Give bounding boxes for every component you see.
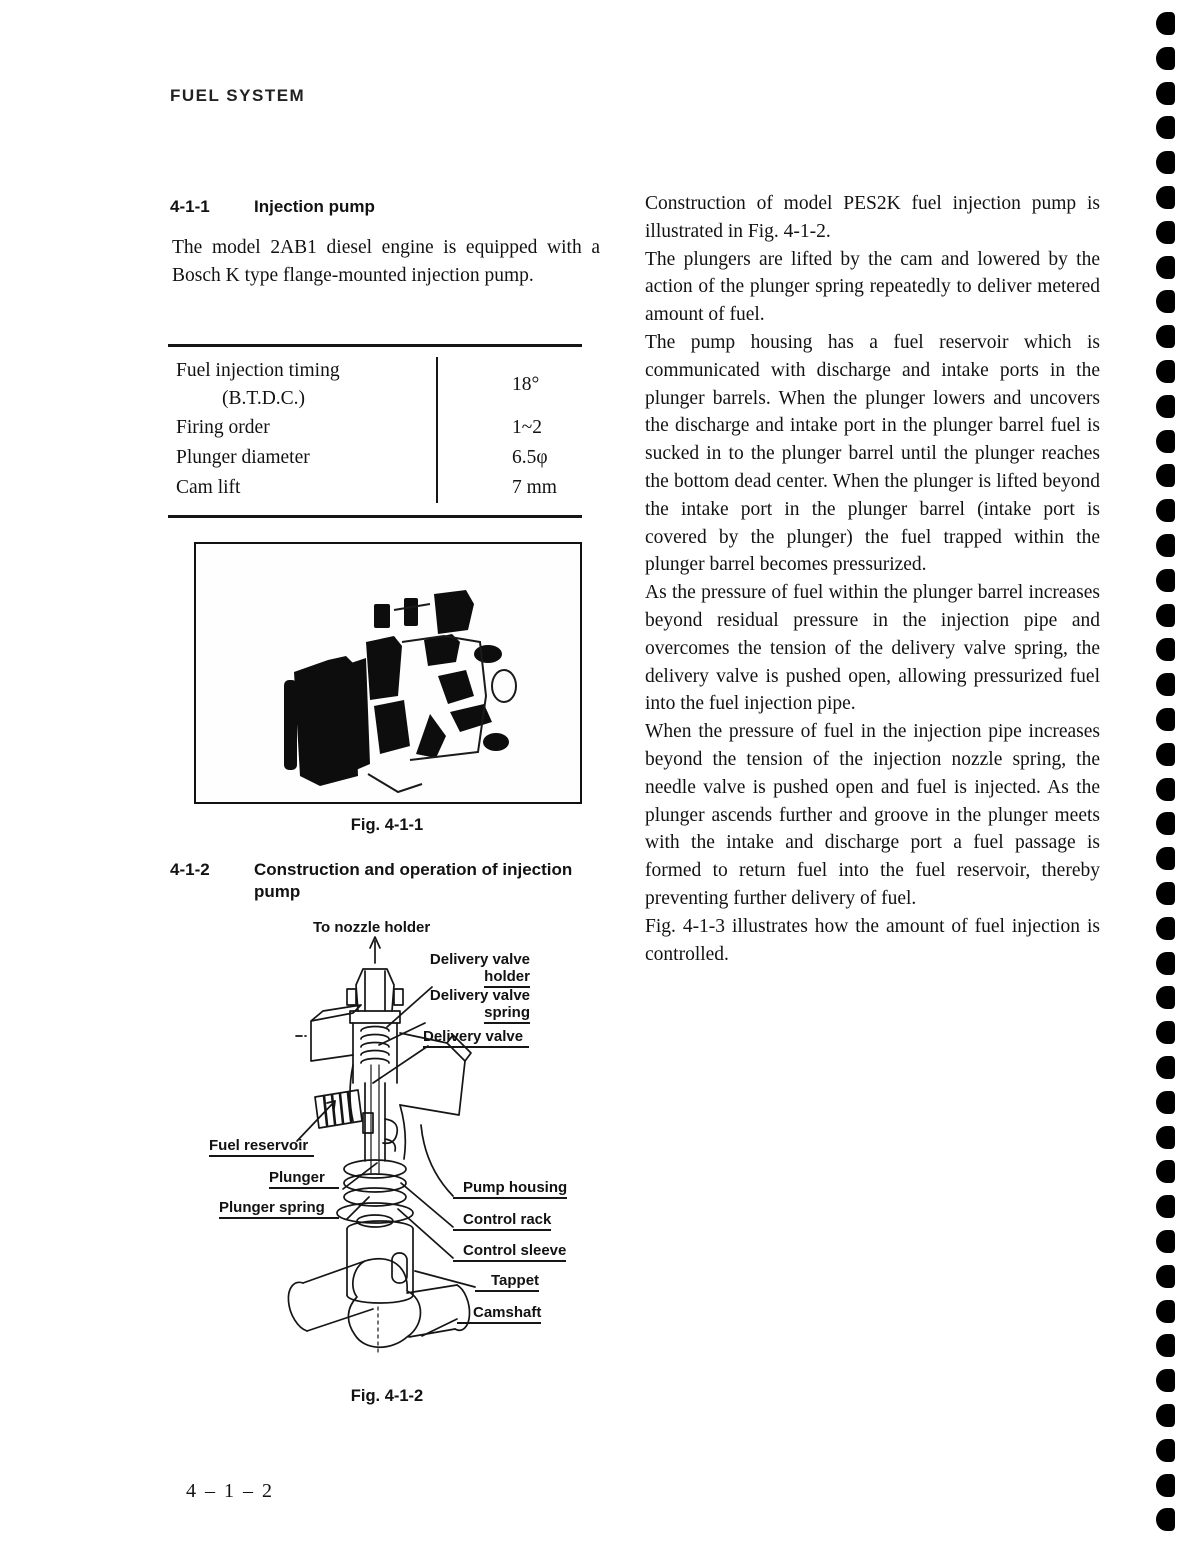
spec-value: 18° (436, 357, 582, 413)
table-row (168, 443, 582, 473)
label-control-sleeve: Control sleeve (453, 1242, 566, 1262)
table-row (168, 413, 582, 443)
section-title: Construction and operation of injection pump (254, 860, 573, 901)
section-title: Injection pump (254, 197, 375, 216)
spec-table (168, 344, 582, 518)
section-heading-411 (170, 196, 602, 218)
spec-label: Plunger diameter (176, 447, 310, 468)
spec-label: Cam lift (176, 477, 241, 498)
spec-value: 7 mm (436, 473, 582, 503)
body-paragraph: The pump housing has a fuel reservoir which is communicated with discharge and intake ports in the plunger barrels. When the plunger lowers and uncovers the discharge and intake port in the plunger barrel fuel is sucked in to the plunger barrel until the plunger reaches the bottom dead center. When the plunger is lifted beyond the intake port in the plunger barrel (intake port is covered by the plunger) the fuel trapped within the plunger barrel becomes pressurized. (645, 331, 1100, 576)
label-plunger-spring: Plunger spring (219, 1199, 339, 1219)
intro-paragraph: The model 2AB1 diesel engine is equipped with a Bosch K type flange-mounted injection pump. (172, 237, 600, 286)
label-fuel-reservoir: Fuel reservoir (209, 1137, 314, 1157)
injection-pump-diagram (195, 915, 625, 1381)
body-paragraph: The plungers are lifted by the cam and lowered by the action of the plunger spring repeatedly to deliver metered amount of fuel. (645, 248, 1100, 326)
body-paragraph: When the pressure of fuel in the injection pipe increases beyond the tension of the injection nozzle spring, the needle valve is pushed open and fuel is injected. As the plunger ascends further and groove in the plunger meets with the intake and discharge port a fuel passage is formed to return fuel into the fuel reservoir, thereby preventing further delivery of fuel. (645, 721, 1100, 909)
label-camshaft: Camshaft (457, 1304, 541, 1324)
left-column (170, 196, 602, 1406)
right-column (645, 190, 1100, 968)
section-number: 4-1-1 (170, 197, 210, 216)
injection-pump-photo (198, 546, 578, 800)
binding-marks (1156, 0, 1176, 1544)
label-control-rack: Control rack (453, 1211, 551, 1231)
body-paragraph: As the pressure of fuel within the plunger barrel increases beyond residual pressure in the injection pipe and overcomes the tension of the delivery valve spring, the delivery valve is pushed open, allowing pressurized fuel into the fuel injection pipe. (645, 582, 1100, 715)
page-header: FUEL SYSTEM (170, 86, 306, 105)
spec-label-cell (168, 357, 436, 413)
label-delivery-valve: Delivery valve (423, 1028, 529, 1048)
label-plunger: Plunger (269, 1169, 339, 1189)
label-pump-housing: Pump housing (453, 1179, 567, 1199)
table-row (168, 473, 582, 503)
label-tappet: Tappet (475, 1272, 539, 1292)
body-paragraph: Fig. 4-1-3 illustrates how the amount of fuel injection is controlled. (645, 915, 1100, 965)
spec-value: 1~2 (436, 413, 582, 443)
figure-1-caption: Fig. 4-1-1 (350, 816, 424, 834)
spec-label: Firing order (176, 417, 270, 438)
body-paragraph: Construction of model PES2K fuel injection pump is illustrated in Fig. 4-1-2. (645, 193, 1100, 242)
section-heading-412 (170, 859, 602, 903)
page-number: 4 – 1 – 2 (186, 1480, 274, 1502)
table-row (168, 357, 582, 413)
label-to-nozzle-holder: To nozzle holder (313, 919, 431, 936)
figure-1-frame (194, 542, 582, 804)
spec-value: 6.5φ (436, 443, 582, 473)
label-delivery-valve-holder: Delivery valve holder (395, 951, 530, 988)
section-number: 4-1-2 (170, 860, 210, 879)
spec-label: Fuel injection timing (176, 360, 340, 381)
spec-sublabel: (B.T.D.C.) (222, 388, 306, 409)
label-delivery-valve-spring: Delivery valve spring (395, 987, 530, 1024)
figure-2-caption: Fig. 4-1-2 (350, 1387, 424, 1405)
